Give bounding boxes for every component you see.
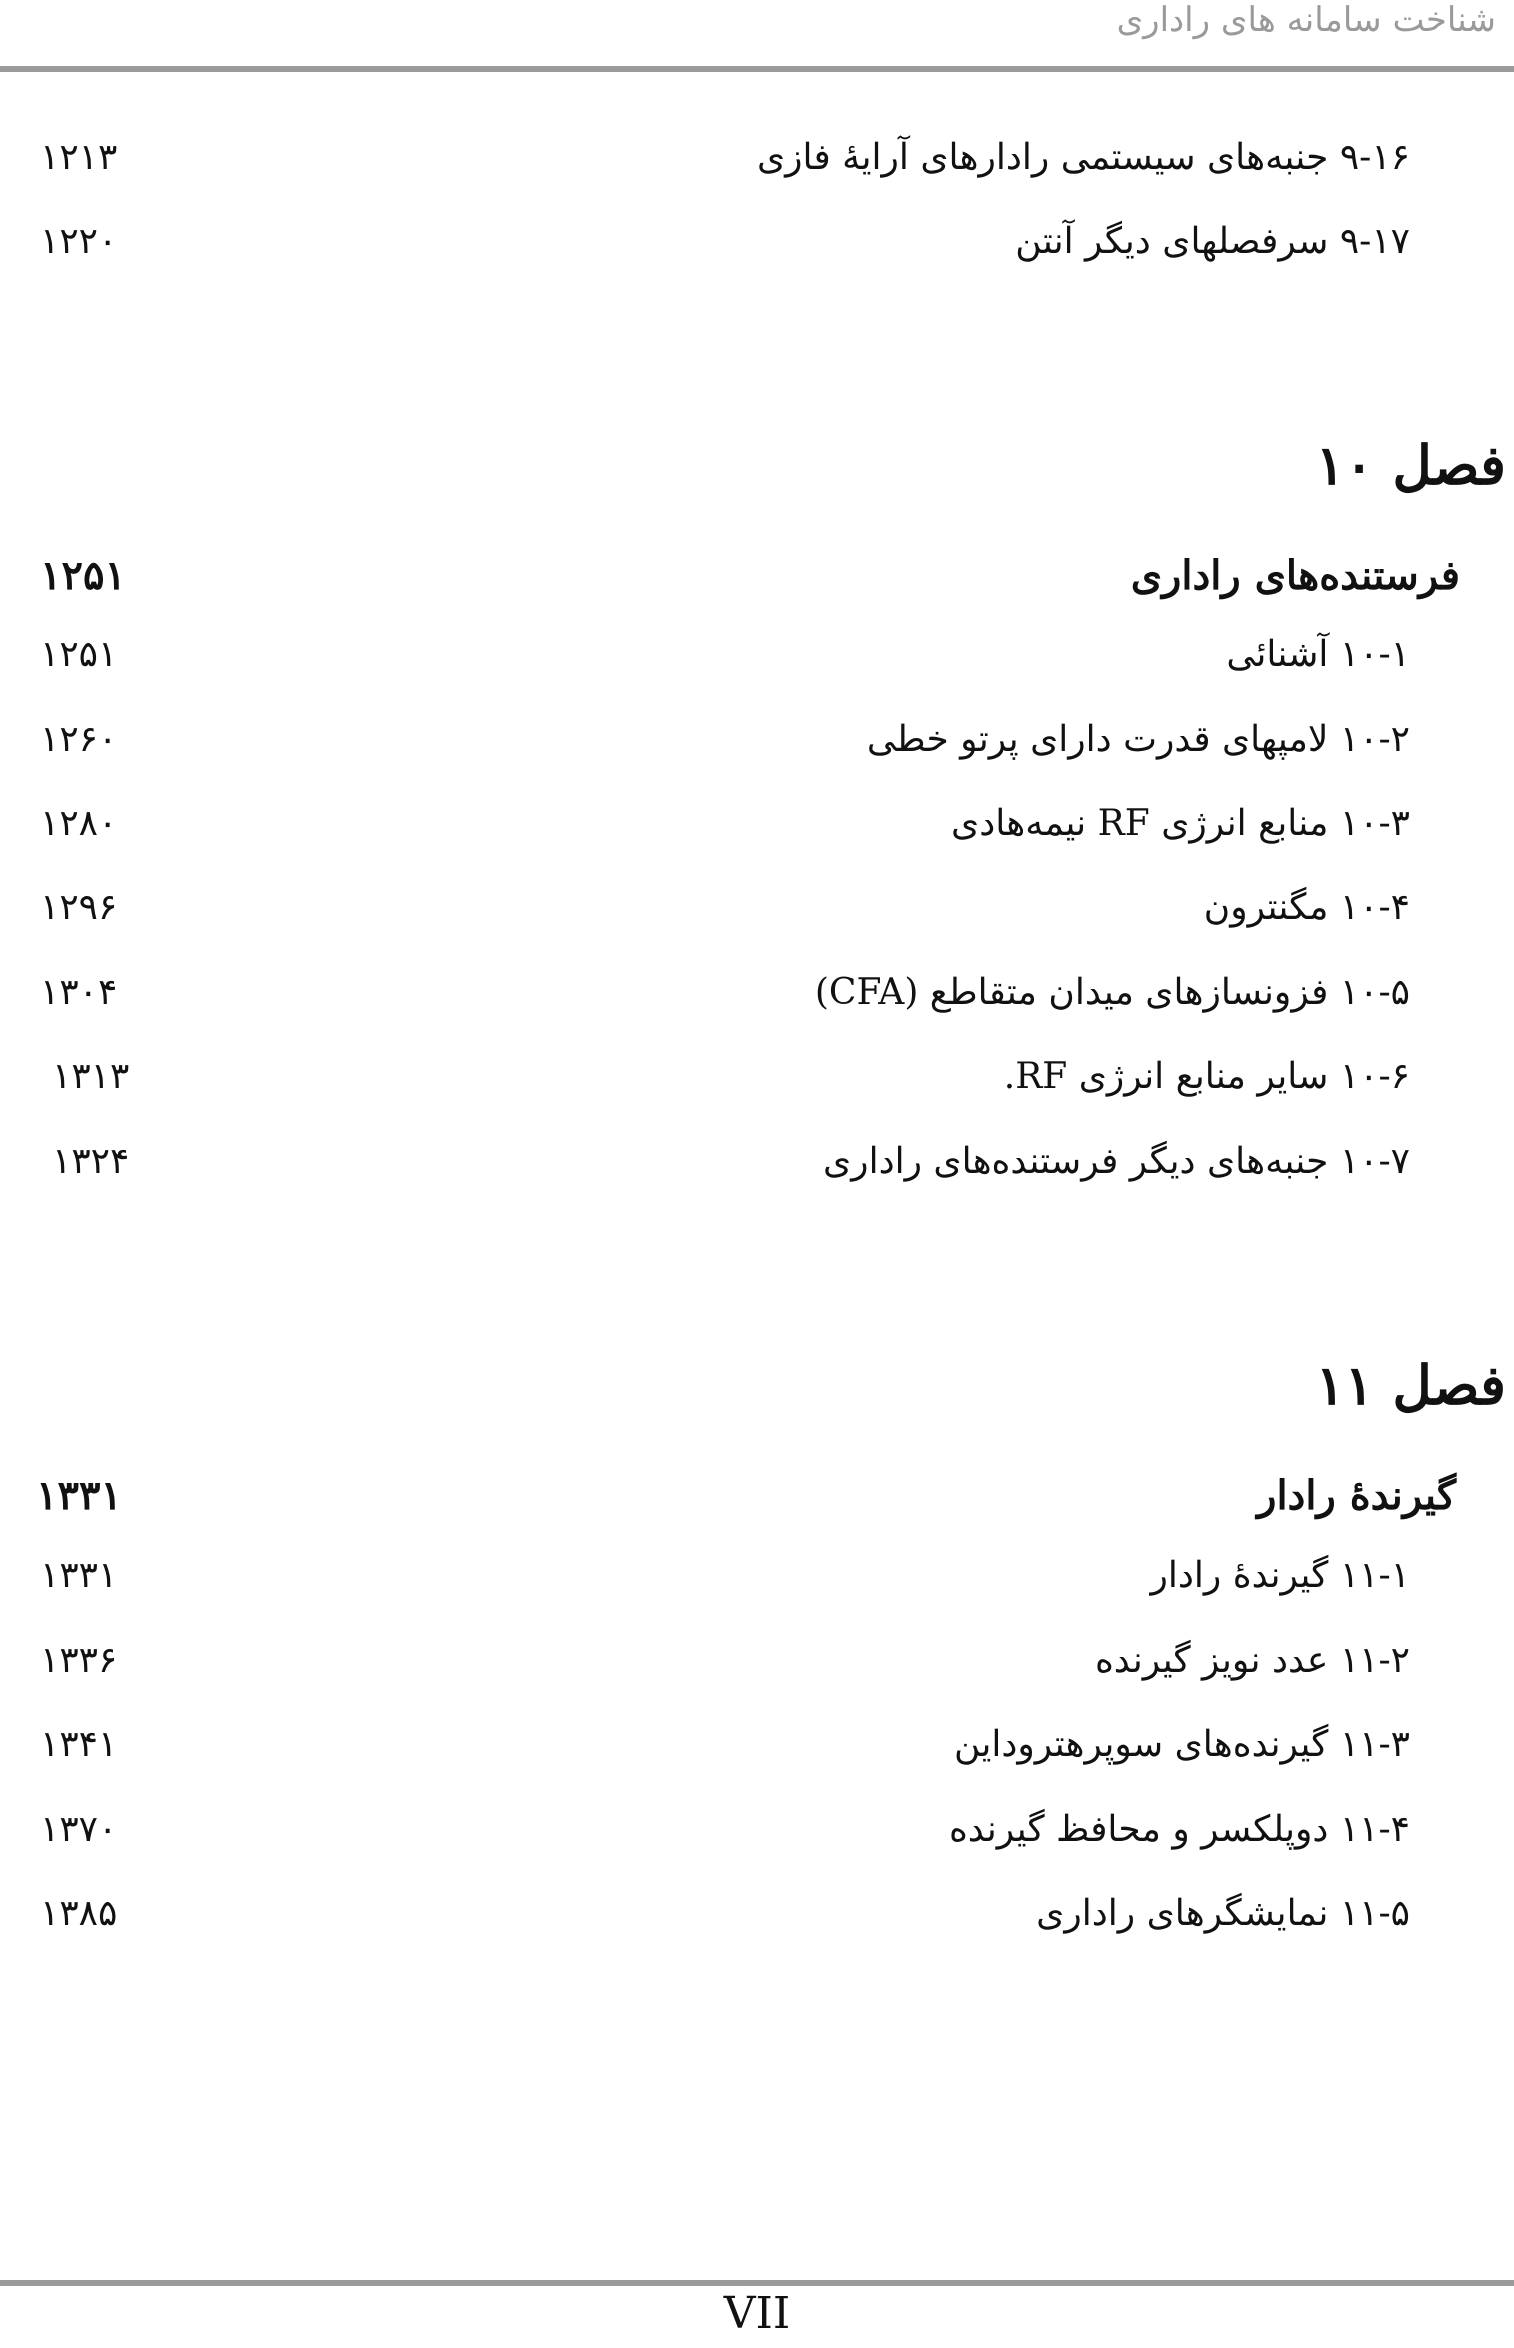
toc-entry-title: ۹-۱۷ سرفصلهای دیگر آنتن bbox=[1015, 221, 1410, 262]
toc-entry-page: ۱۲۹۶ bbox=[40, 887, 118, 928]
toc-entry[interactable] bbox=[40, 880, 1410, 936]
toc-entry-title: ۱۰-۷ جنبه‌های دیگر فرستنده‌های راداری bbox=[823, 1141, 1410, 1182]
toc-entry[interactable] bbox=[40, 712, 1410, 768]
toc-entry-title: ۱۰-۶ سایر منابع انرژی RF. bbox=[1003, 1056, 1410, 1097]
toc-entry-title: ۱۰-۵ فزونسازهای میدان متقاطع (CFA) bbox=[814, 972, 1410, 1013]
toc-entry-page: ۱۳۲۴ bbox=[52, 1141, 130, 1182]
page-number: VII bbox=[723, 2288, 791, 2339]
toc-entry-page: ۱۲۲۰ bbox=[40, 221, 118, 262]
toc-entry-page: ۱۲۶۰ bbox=[40, 719, 118, 760]
toc-entry-title: ۱۰-۱ آشنائی bbox=[1226, 634, 1410, 675]
running-head: شناخت سامانه های راداری bbox=[1116, 0, 1496, 40]
toc-entry-title: ۱۱-۱ گیرندهٔ رادار bbox=[1150, 1555, 1410, 1596]
toc-entry-title: ۱۱-۴ دوپلکسر و محافظ گیرنده bbox=[948, 1809, 1410, 1850]
toc-entry-page: ۱۳۱۳ bbox=[52, 1056, 130, 1097]
toc-entry-page: ۱۳۴۱ bbox=[40, 1724, 118, 1765]
chapter-page: ۱۳۳۱ bbox=[36, 1472, 122, 1519]
toc-entry-page: ۱۲۸۰ bbox=[40, 803, 118, 844]
toc-entry-page: ۱۲۵۱ bbox=[40, 634, 118, 675]
toc-entry-page: ۱۲۱۳ bbox=[40, 137, 118, 178]
toc-entry[interactable] bbox=[40, 1886, 1410, 1942]
chapter-title: فرستنده‌های راداری bbox=[1130, 552, 1460, 599]
chapter-title: گیرندهٔ رادار bbox=[1257, 1472, 1456, 1519]
chapter-heading-11: فصل ۱۱ bbox=[1315, 1353, 1506, 1417]
chapter-page: ۱۲۵۱ bbox=[40, 552, 126, 599]
chapter-title-entry[interactable] bbox=[36, 1468, 1456, 1524]
toc-entry[interactable] bbox=[40, 627, 1410, 683]
toc-entry-page: ۱۳۷۰ bbox=[40, 1809, 118, 1850]
toc-entry[interactable] bbox=[40, 1717, 1410, 1773]
toc-entry-title: ۱۰-۳ منابع انرژی RF نیمه‌هادی bbox=[951, 803, 1410, 844]
toc-entry-page: ۱۳۳۶ bbox=[40, 1640, 118, 1681]
toc-entry[interactable] bbox=[40, 1633, 1410, 1689]
toc-entry-title: ۱۱-۳ گیرنده‌های سوپرهتروداین bbox=[953, 1724, 1410, 1765]
toc-entry[interactable] bbox=[40, 214, 1410, 270]
toc-entry[interactable] bbox=[40, 965, 1410, 1021]
toc-entry-title: ۱۱-۵ نمایشگرهای راداری bbox=[1036, 1893, 1410, 1934]
chapter-heading-10: فصل ۱۰ bbox=[1315, 433, 1506, 497]
chapter-title-entry[interactable] bbox=[40, 548, 1460, 604]
toc-entry[interactable] bbox=[40, 796, 1410, 852]
toc-entry[interactable] bbox=[40, 1548, 1410, 1604]
toc-entry[interactable] bbox=[40, 1134, 1410, 1190]
toc-entry[interactable] bbox=[40, 1802, 1410, 1858]
toc-entry-page: ۱۳۳۱ bbox=[40, 1555, 118, 1596]
toc-entry-title: ۱۰-۴ مگنترون bbox=[1203, 887, 1410, 928]
toc-entry-page: ۱۳۸۵ bbox=[40, 1893, 118, 1934]
toc-entry[interactable] bbox=[40, 1049, 1410, 1105]
toc-entry-title: ۱۰-۲ لامپهای قدرت دارای پرتو خطی bbox=[866, 719, 1410, 760]
toc-entry-title: ۹-۱۶ جنبه‌های سیستمی رادارهای آرایهٔ فازی bbox=[756, 137, 1410, 178]
header-rule bbox=[0, 66, 1514, 72]
toc-entry-page: ۱۳۰۴ bbox=[40, 972, 118, 1013]
toc-entry-title: ۱۱-۲ عدد نویز گیرنده bbox=[1094, 1640, 1410, 1681]
toc-entry[interactable] bbox=[40, 130, 1410, 186]
